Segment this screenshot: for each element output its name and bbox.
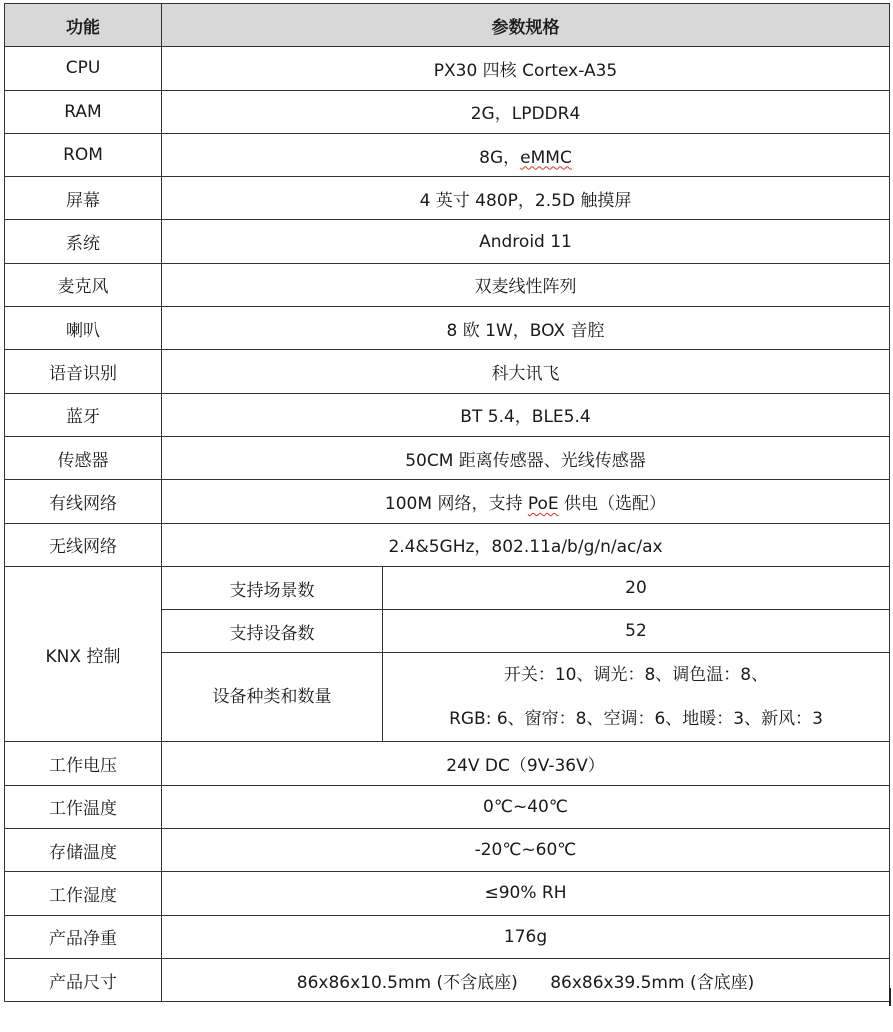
row-value: 2.4&5GHz，802.11a/b/g/n/ac/ax	[162, 523, 890, 566]
row-label: RAM	[5, 90, 162, 133]
value-text: 供电（选配）	[558, 493, 667, 514]
row-value: 176g	[162, 915, 890, 958]
table-row	[5, 220, 890, 263]
row-label: 喇叭	[5, 307, 162, 350]
row-value: -20℃~60℃	[162, 829, 890, 872]
row-value: ≤90% RH	[162, 872, 890, 915]
row-label: 工作电压	[5, 742, 162, 785]
table-row	[5, 958, 890, 1001]
row-label: 传感器	[5, 436, 162, 479]
row-value: 2G，LPDDR4	[162, 90, 890, 133]
table-row	[5, 177, 890, 220]
row-value	[162, 480, 890, 523]
table-row	[5, 742, 890, 785]
row-label: 有线网络	[5, 480, 162, 523]
row-value: 4 英寸 480P，2.5D 触摸屏	[162, 177, 890, 220]
table-row	[5, 133, 890, 176]
knx-scenes-value: 20	[383, 566, 890, 609]
header-spec: 参数规格	[162, 4, 890, 47]
spec-table	[4, 3, 890, 1002]
knx-devices-label: 支持设备数	[162, 610, 383, 653]
row-label: 存储温度	[5, 829, 162, 872]
knx-devices-value: 52	[383, 610, 890, 653]
table-row	[5, 350, 890, 393]
row-label: 工作湿度	[5, 872, 162, 915]
header-function: 功能	[5, 4, 162, 47]
table-row	[5, 480, 890, 523]
row-value: 8 欧 1W，BOX 音腔	[162, 307, 890, 350]
knx-scenes-label: 支持场景数	[162, 566, 383, 609]
knx-types-value	[383, 653, 890, 742]
table-row	[5, 785, 890, 828]
table-row	[5, 393, 890, 436]
row-label: 无线网络	[5, 523, 162, 566]
row-label: 工作温度	[5, 785, 162, 828]
value-text: 100M 网络，支持	[384, 493, 528, 514]
table-row	[5, 307, 890, 350]
table-row	[5, 829, 890, 872]
row-value: 24V DC（9V-36V）	[162, 742, 890, 785]
row-value: BT 5.4，BLE5.4	[162, 393, 890, 436]
row-value: PX30 四核 Cortex-A35	[162, 47, 890, 90]
knx-types-label: 设备种类和数量	[162, 653, 383, 742]
knx-types-line: 开关：10、调光：8、调色温：8、	[503, 665, 769, 686]
knx-row-scenes	[5, 566, 890, 609]
table-row	[5, 436, 890, 479]
row-value: Android 11	[162, 220, 890, 263]
table-row	[5, 872, 890, 915]
table-row	[5, 263, 890, 306]
spellcheck-mark-text: eMMC	[520, 147, 572, 168]
table-row	[5, 47, 890, 90]
row-label: 语音识别	[5, 350, 162, 393]
spellcheck-mark-text: PoE	[527, 493, 559, 514]
row-label: 产品尺寸	[5, 958, 162, 1001]
row-value: 科大讯飞	[162, 350, 890, 393]
knx-types-line: RGB: 6、窗帘：8、空调：6、地暖：3、新风：3	[449, 709, 823, 730]
header-row	[5, 4, 890, 47]
row-label: 麦克风	[5, 263, 162, 306]
value-text: 8G，	[479, 147, 521, 168]
row-value: 50CM 距离传感器、光线传感器	[162, 436, 890, 479]
knx-label: KNX 控制	[5, 566, 162, 742]
row-label: 蓝牙	[5, 393, 162, 436]
row-label: 系统	[5, 220, 162, 263]
row-value	[162, 133, 890, 176]
row-label: ROM	[5, 133, 162, 176]
table-row	[5, 915, 890, 958]
row-value: 86x86x10.5mm (不含底座) 86x86x39.5mm (含底座)	[162, 958, 890, 1001]
text-cursor	[889, 988, 891, 1006]
table-row	[5, 90, 890, 133]
table-row	[5, 523, 890, 566]
row-label: CPU	[5, 47, 162, 90]
row-label: 产品净重	[5, 915, 162, 958]
row-value: 双麦线性阵列	[162, 263, 890, 306]
row-label: 屏幕	[5, 177, 162, 220]
row-value: 0℃~40℃	[162, 785, 890, 828]
